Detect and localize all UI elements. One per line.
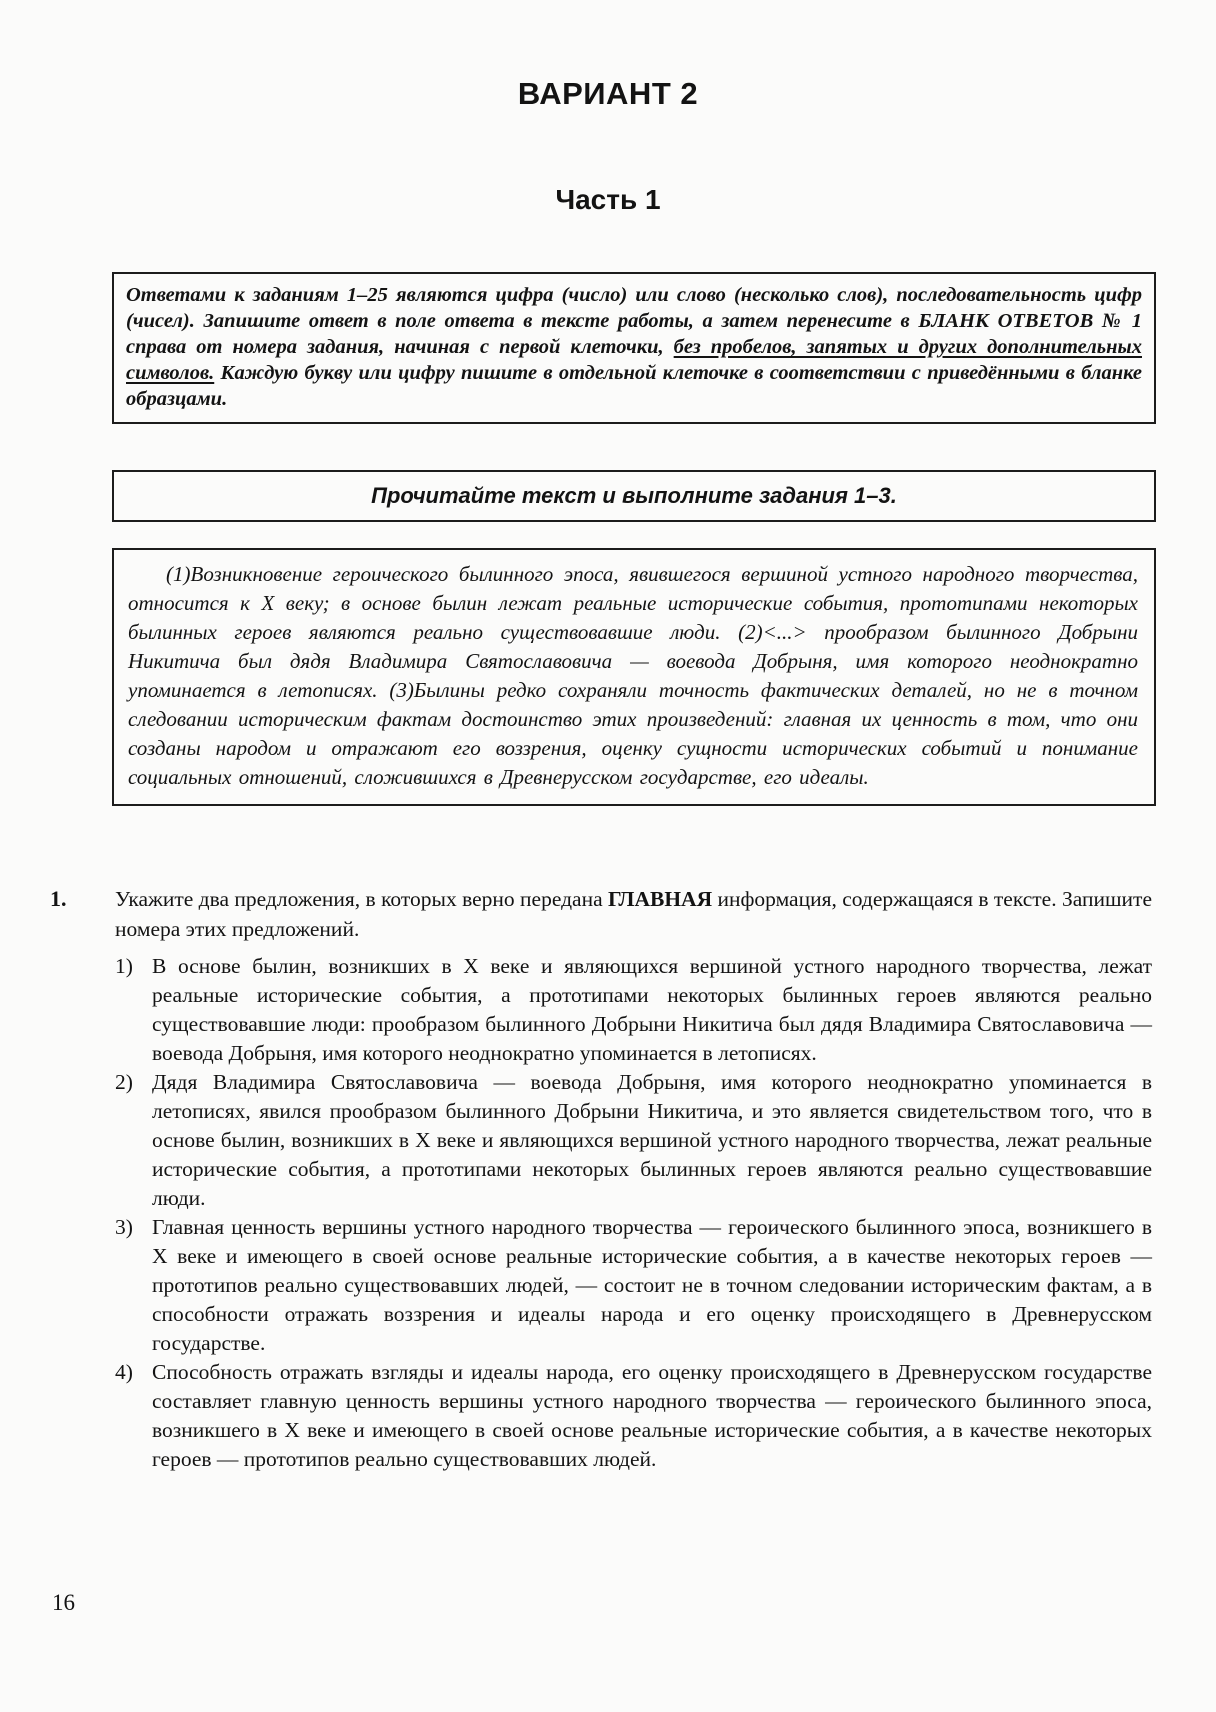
prompt-segment-before: Укажите два предложения, в которых верно передана xyxy=(115,887,608,911)
question-1-number: 1. xyxy=(50,886,67,911)
reading-instruction-text: Прочитайте текст и выполните задания 1–3. xyxy=(371,483,897,508)
part-heading: Часть 1 xyxy=(555,184,661,215)
option-3-text: Главная ценность вершины устного народного творчества — героического былинного эпоса, возникшего в X веке и имеющего в своей основе реальные исторические события, а в качестве некоторых героев — прототипов реально существовавших людей, — состоит не в точном следовании историческим фактам, а в способности отражать воззрения и идеалы народа и его оценку происходящего в Древнерусском государстве. xyxy=(152,1215,1152,1355)
prompt-segment-after: информация, содержащаяся в тексте. Запишите номера этих предложений. xyxy=(115,887,1152,941)
question-1-prompt xyxy=(115,884,1152,944)
option-2-marker: 2) xyxy=(115,1070,133,1094)
answer-option-1 xyxy=(115,952,1152,1068)
option-4-text: Способность отражать взгляды и идеалы народа, его оценку происходящего в Древнерусском государстве составляет главную ценность вершины устного народного творчества — героического былинного эпоса, возникшего в X веке и имеющего в своей основе реальные исторические события, а в качестве некоторых героев — прототипов реально существовавших людей. xyxy=(152,1360,1152,1471)
page-number: 16 xyxy=(52,1590,75,1615)
instructions-segment-before: Ответами к заданиям 1–25 являются цифра (число) или слово (несколько слов), последовательность цифр (чисел). Запишите ответ в поле ответа в тексте работы, а затем перенесите в БЛАНК ОТВЕТОВ № 1 справа от номера задания, начиная с первой клеточки, xyxy=(126,284,1142,358)
page-title: ВАРИАНТ 2 xyxy=(517,76,699,111)
prompt-segment-bold: ГЛАВНАЯ xyxy=(608,887,713,911)
answer-option-2 xyxy=(115,1068,1152,1213)
option-2-text: Дядя Владимира Святославовича — воевода Добрыня, имя которого неоднократно упоминается в летописях, явился прообразом былинного Добрыни Никитича, и это является свидетельством того, что в основе былин, возникших в X веке и являющихся вершиной устного народного творчества, лежат реальные исторические события, а прототипами некоторых былинных героев являются реально существовавшие люди. xyxy=(152,1070,1152,1210)
answer-option-4 xyxy=(115,1358,1152,1474)
instructions-box xyxy=(112,272,1156,424)
source-text-box xyxy=(112,548,1156,806)
option-4-marker: 4) xyxy=(115,1360,133,1384)
question-1 xyxy=(50,884,1152,1474)
answer-options xyxy=(115,952,1152,1474)
instructions-text xyxy=(126,282,1142,412)
option-1-marker: 1) xyxy=(115,954,133,978)
reading-instruction-box xyxy=(112,470,1156,522)
answer-option-3 xyxy=(115,1213,1152,1358)
instructions-segment-after: Каждую букву или цифру пишите в отдельной клеточке в соответствии с приведёнными в бланке образцами. xyxy=(126,362,1142,410)
option-1-text: В основе былин, возникших в X веке и являющихся вершиной устного народного творчества, лежат реальные исторические события, а прототипами некоторых былинных героев являются реально существовавшие люди: прообразом былинного Добрыни Никитича был дядя Владимира Святославовича — воевода Добрыня, имя которого неоднократно упоминается в летописях. xyxy=(152,954,1152,1065)
option-3-marker: 3) xyxy=(115,1215,133,1239)
question-1-body xyxy=(115,884,1152,1474)
instructions-segment-underlined: без пробелов, запятых и других дополнительных символов. xyxy=(126,336,1142,384)
source-text: (1)Возникновение героического былинного эпоса, явившегося вершиной устного народного творчества, относится к X веку; в основе былин лежат реальные исторические события, прототипами некоторых былинных героев являются реально существовавшие люди. (2)<...> прообразом былинного Добрыни Никитича был дядя Владимира Святославовича — воевода Добрыня, имя которого неоднократно упоминается в летописях. (3)Былины редко сохраняли точность фактических деталей, но не в точном следовании историческим фактам достоинство этих произведений: главная их ценность в том, что они созданы народом и отражают его воззрения, оценку сущности исторических событий и понимание социальных отношений, сложившихся в Древнерусском государстве, его идеалы. xyxy=(128,562,1138,789)
